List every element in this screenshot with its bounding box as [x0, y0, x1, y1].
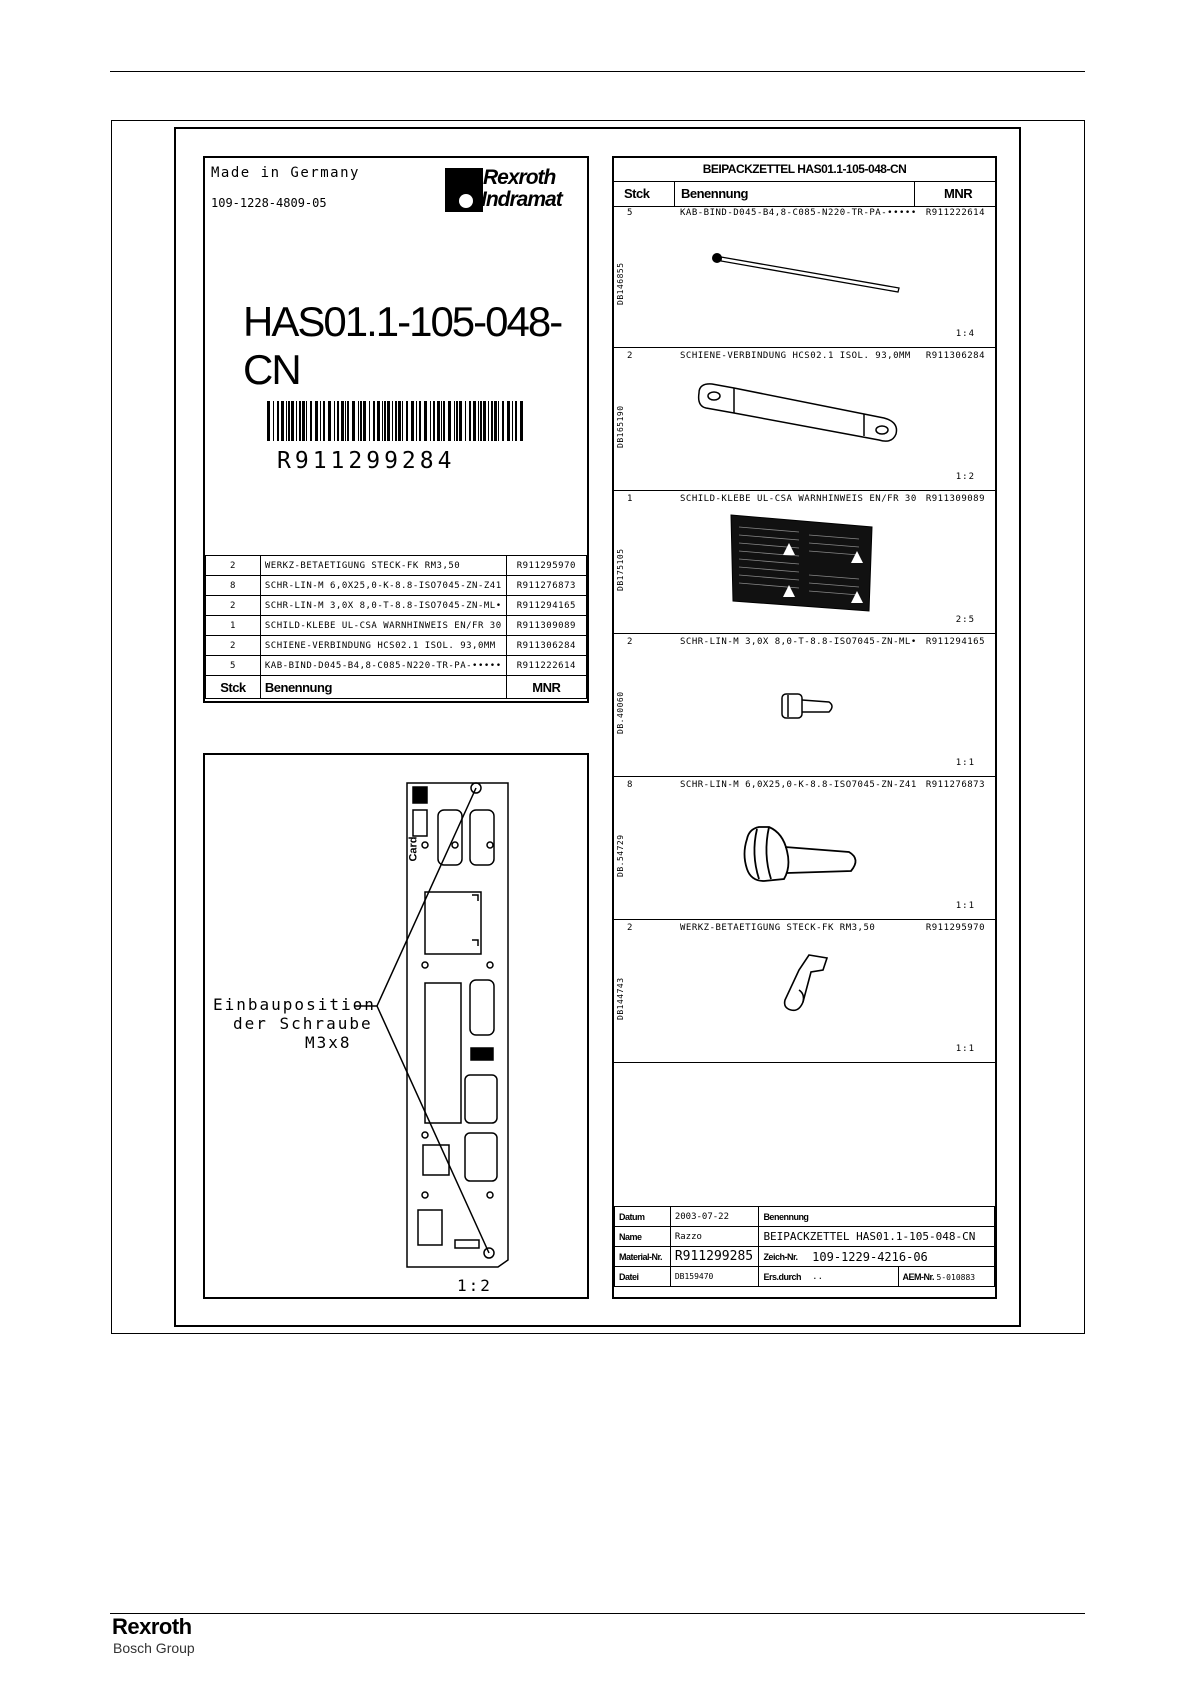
table-row	[206, 616, 587, 636]
item-qty: 8	[627, 780, 633, 790]
cell-mnr: R911306284	[506, 636, 586, 656]
table-header-cell: MNR	[506, 676, 586, 699]
barcode	[267, 401, 527, 441]
item-scale: 2:5	[955, 615, 975, 625]
table-header-cell: Stck	[206, 676, 261, 699]
item-qty: 2	[627, 351, 633, 361]
item-qty: 5	[627, 208, 633, 218]
header-benennung: Benennung	[681, 186, 748, 201]
barcode-bar	[299, 401, 301, 441]
tb-ersdurch: ..	[808, 1267, 898, 1287]
barcode-bar	[498, 401, 499, 441]
barcode-bar	[480, 401, 482, 441]
barcode-bar	[281, 401, 284, 441]
item-mnr: R911276873	[925, 780, 985, 790]
header-stck: Stck	[624, 186, 650, 201]
product-name: HAS01.1-105-048-CN	[243, 298, 562, 393]
cell-qty: 2	[206, 596, 261, 616]
item-code: DB144743	[616, 977, 625, 1020]
tb-datei: DB159470	[670, 1267, 759, 1287]
mounting-drawing	[203, 753, 589, 1299]
cell-mnr: R911295970	[506, 556, 586, 576]
footer-brand: Rexroth	[112, 1614, 192, 1639]
tb-benennung: BEIPACKZETTEL HAS01.1-105-048-CN	[759, 1227, 995, 1247]
warning-label-drawing	[729, 513, 874, 613]
barcode-bar	[369, 401, 370, 441]
device-card-label: Card	[407, 836, 420, 862]
table-row	[206, 556, 587, 576]
barcode-bar	[507, 401, 510, 441]
tb-ersdurch-label: Ers.durch	[759, 1267, 808, 1287]
barcode-bar	[277, 401, 279, 441]
item-scale: 1:1	[955, 758, 975, 768]
table-header-row	[206, 676, 587, 699]
item-scale: 1:4	[955, 329, 975, 339]
callout-text-2: der Schraube	[233, 1014, 373, 1033]
item-name: WERKZ-BETAETIGUNG STECK-FK RM3,50	[680, 923, 876, 933]
packing-list	[612, 156, 997, 1299]
item-qty: 2	[627, 637, 633, 647]
barcode-bar	[291, 401, 294, 441]
item-name: SCHILD-KLEBE UL-CSA WARNHINWEIS EN/FR 30	[680, 494, 917, 504]
cell-name: SCHILD-KLEBE UL-CSA WARNHINWEIS EN/FR 30	[260, 616, 506, 636]
item-scale: 1:2	[955, 472, 975, 482]
table-row	[206, 656, 587, 676]
item-mnr: R911294165	[925, 637, 985, 647]
barcode-bar	[459, 401, 462, 441]
tb-zeich: 109-1229-4216-06	[808, 1247, 994, 1267]
parts-table	[205, 555, 587, 699]
barcode-bar	[363, 401, 366, 441]
callout-text-1: Einbauposition	[213, 995, 376, 1014]
cell-name: SCHR-LIN-M 3,0X 8,0-T-8.8-ISO7045-ZN-ML•	[260, 596, 506, 616]
item-name: SCHIENE-VERBINDUNG HCS02.1 ISOL. 93,0MM	[680, 351, 911, 361]
barcode-bar	[398, 401, 401, 441]
packing-item	[614, 348, 995, 491]
actuation-tool-drawing	[779, 950, 839, 1025]
barcode-bar	[373, 401, 375, 441]
barcode-bar	[320, 401, 321, 441]
bottom-rule	[110, 1613, 1085, 1614]
barcode-bar	[424, 401, 427, 441]
cell-qty: 2	[206, 556, 261, 576]
barcode-bar	[296, 401, 297, 441]
packing-item	[614, 920, 995, 1063]
item-code: DB.40060	[616, 691, 625, 734]
barcode-bar	[306, 401, 307, 441]
tb-datei-label: Datei	[615, 1267, 671, 1287]
barcode-bar	[465, 401, 466, 441]
barcode-bar	[377, 401, 380, 441]
barcode-bar	[478, 401, 479, 441]
cell-mnr: R911309089	[506, 616, 586, 636]
packing-item	[614, 491, 995, 634]
barcode-bar	[302, 401, 305, 441]
barcode-bar	[441, 401, 442, 441]
packing-item	[614, 634, 995, 777]
callout-text-3: M3x8	[305, 1033, 352, 1052]
cell-mnr: R911222614	[506, 656, 586, 676]
item-scale: 1:1	[955, 901, 975, 911]
item-qty: 1	[627, 494, 633, 504]
cell-name: KAB-BIND-D045-B4,8-C085-N220-TR-PA-•••••	[260, 656, 506, 676]
barcode-bar	[512, 401, 513, 441]
top-rule	[110, 71, 1085, 72]
barcode-bar	[345, 401, 346, 441]
item-name: SCHR-LIN-M 6,0X25,0-K-8.8-ISO7045-ZN-Z41	[680, 780, 917, 790]
cell-name: SCHIENE-VERBINDUNG HCS02.1 ISOL. 93,0MM	[260, 636, 506, 656]
tb-aem-cell	[898, 1267, 994, 1287]
barcode-bar	[358, 401, 359, 441]
item-code: DB146855	[616, 262, 625, 305]
packing-header	[614, 181, 995, 207]
tb-material-label: Material-Nr.	[615, 1247, 671, 1267]
item-mnr: R911306284	[925, 351, 985, 361]
barcode-bar	[310, 401, 312, 441]
product-label	[203, 156, 589, 703]
barcode-number: R911299284	[277, 448, 456, 474]
item-qty: 2	[627, 923, 633, 933]
barcode-bar	[347, 401, 349, 441]
barcode-bar	[315, 401, 318, 441]
barcode-bar	[267, 401, 270, 441]
cable-tie-drawing	[709, 250, 909, 300]
tb-aem: 5-010883	[936, 1272, 976, 1282]
barcode-bar	[469, 401, 471, 441]
barcode-bar	[437, 401, 440, 441]
tb-aem-label: AEM-Nr.	[902, 1271, 935, 1282]
cell-qty: 1	[206, 616, 261, 636]
large-screw-drawing	[739, 819, 869, 889]
barcode-bar	[402, 401, 403, 441]
doc-number: 109-1228-4809-05	[211, 196, 327, 210]
barcode-bar	[273, 401, 274, 441]
connection-rail-drawing	[694, 378, 914, 448]
barcode-bar	[323, 401, 325, 441]
tb-benennung-label: Benennung	[759, 1207, 995, 1227]
item-name: SCHR-LIN-M 3,0X 8,0-T-8.8-ISO7045-ZN-ML•	[680, 637, 917, 647]
footer-group: Bosch Group	[113, 1640, 195, 1656]
barcode-bar	[334, 401, 335, 441]
cell-mnr: R911276873	[506, 576, 586, 596]
logo-brand-line2: Indramat	[481, 188, 562, 211]
table-row	[206, 596, 587, 616]
cell-qty: 8	[206, 576, 261, 596]
item-code: DB175105	[616, 548, 625, 591]
barcode-bar	[491, 401, 493, 441]
barcode-bar	[384, 401, 386, 441]
logo-dot-icon	[459, 194, 473, 208]
item-code: DB165190	[616, 405, 625, 448]
item-mnr: R911295970	[925, 923, 985, 933]
barcode-bar	[443, 401, 445, 441]
tb-material: R911299285	[670, 1247, 759, 1267]
barcode-bar	[488, 401, 489, 441]
item-scale: 1:1	[955, 1044, 975, 1054]
barcode-bar	[416, 401, 417, 441]
packing-item	[614, 777, 995, 920]
cell-qty: 5	[206, 656, 261, 676]
barcode-bar	[502, 401, 504, 441]
barcode-bar	[454, 401, 455, 441]
item-mnr: R911222614	[925, 208, 985, 218]
packing-title: BEIPACKZETTEL HAS01.1-105-048-CN	[702, 162, 907, 176]
barcode-bar	[360, 401, 362, 441]
table-header-cell: Benennung	[260, 676, 506, 699]
item-name: KAB-BIND-D045-B4,8-C085-N220-TR-PA-•••••	[680, 208, 917, 218]
header-divider-2	[914, 182, 915, 206]
barcode-bar	[337, 401, 339, 441]
barcode-bar	[288, 401, 290, 441]
header-mnr: MNR	[944, 186, 973, 201]
barcode-bar	[341, 401, 344, 441]
table-row	[206, 576, 587, 596]
title-block	[614, 1206, 995, 1287]
barcode-bar	[382, 401, 383, 441]
barcode-bar	[433, 401, 435, 441]
barcode-bar	[286, 401, 287, 441]
tb-name-label: Name	[615, 1227, 671, 1247]
small-screw-drawing	[779, 689, 839, 724]
tb-zeich-label: Zeich-Nr.	[759, 1247, 808, 1267]
packing-item	[614, 205, 995, 348]
barcode-bar	[387, 401, 390, 441]
barcode-bar	[406, 401, 408, 441]
barcode-bar	[456, 401, 458, 441]
logo-brand-line1: Rexroth	[483, 166, 556, 189]
barcode-bar	[473, 401, 476, 441]
barcode-bar	[411, 401, 414, 441]
barcode-bar	[515, 401, 517, 441]
made-in-text: Made in Germany	[211, 165, 360, 181]
barcode-bar	[392, 401, 393, 441]
header-divider-1	[674, 182, 675, 206]
barcode-bar	[395, 401, 397, 441]
barcode-bar	[352, 401, 355, 441]
barcode-bar	[430, 401, 431, 441]
barcode-bar	[419, 401, 421, 441]
barcode-bar	[483, 401, 486, 441]
cell-mnr: R911294165	[506, 596, 586, 616]
rexroth-indramat-logo	[445, 168, 580, 216]
item-mnr: R911309089	[925, 494, 985, 504]
cell-name: SCHR-LIN-M 6,0X25,0-K-8.8-ISO7045-ZN-Z41	[260, 576, 506, 596]
tb-datum-label: Datum	[615, 1207, 671, 1227]
barcode-bar	[448, 401, 451, 441]
tb-datum: 2003-07-22	[670, 1207, 759, 1227]
item-code: DB.54729	[616, 834, 625, 877]
table-row	[206, 636, 587, 656]
tb-name: Razzo	[670, 1227, 759, 1247]
mounting-scale: 1:2	[457, 1276, 492, 1295]
barcode-bar	[328, 401, 331, 441]
barcode-bar	[494, 401, 497, 441]
cell-qty: 2	[206, 636, 261, 656]
cell-name: WERKZ-BETAETIGUNG STECK-FK RM3,50	[260, 556, 506, 576]
barcode-bar	[520, 401, 523, 441]
